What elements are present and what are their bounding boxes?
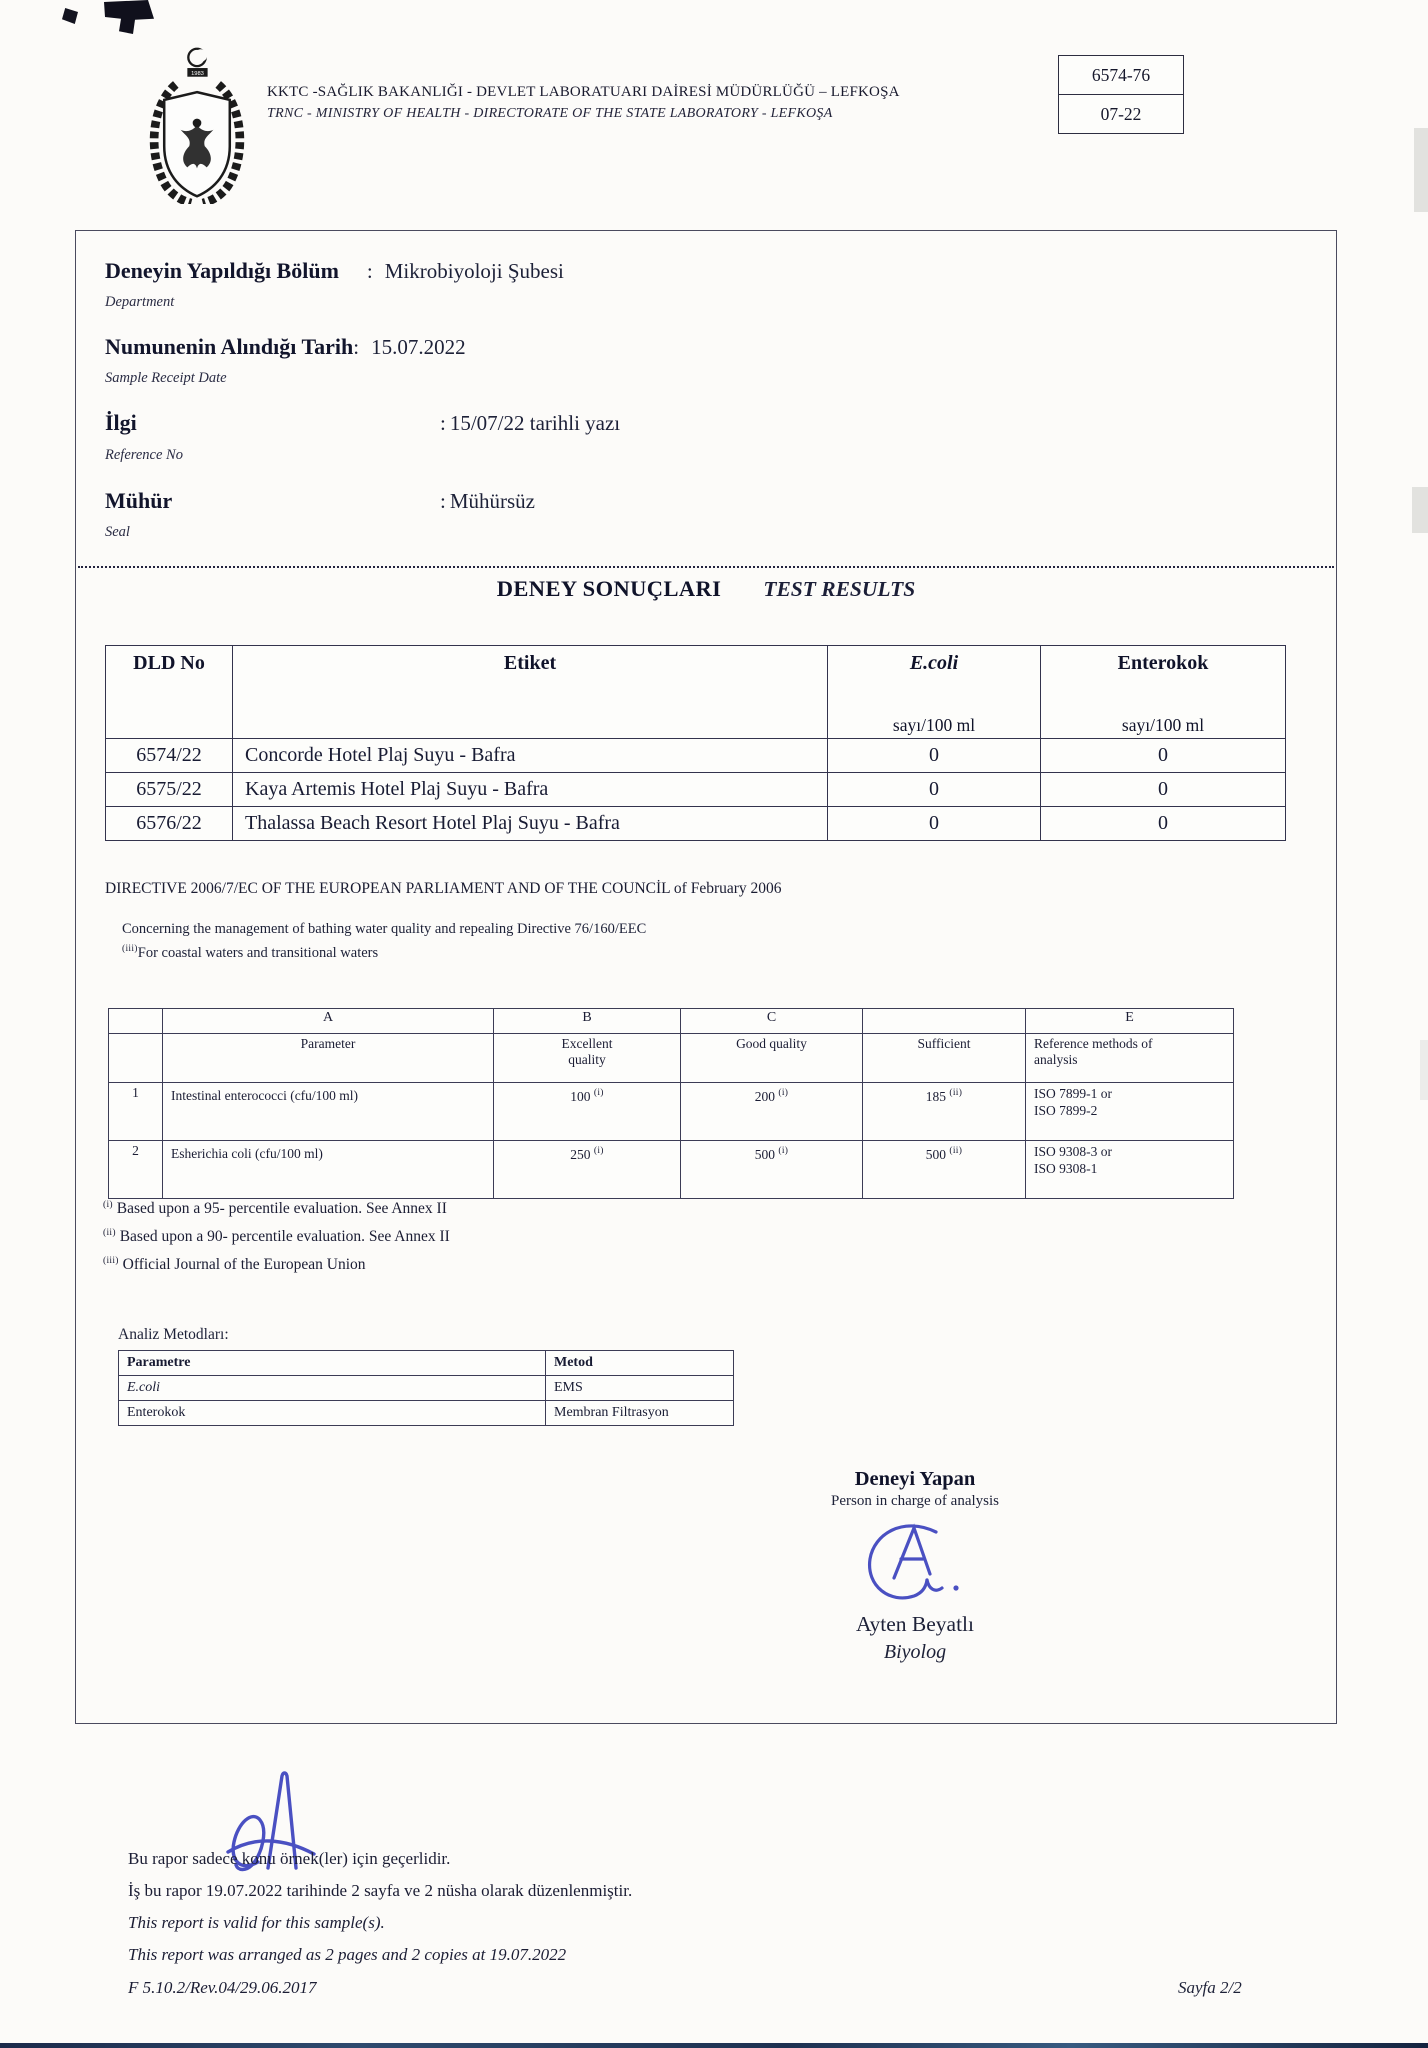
footer-line-issue-tr: İş bu rapor 19.07.2022 tarihinde 2 sayfa ve 2 nüsha olarak düzenlenmiştir. xyxy=(128,1881,633,1900)
scan-streak xyxy=(1414,128,1428,212)
field-label: Numunenin Alındığı Tarih xyxy=(105,334,354,359)
footnote-marker: (iii) xyxy=(122,944,138,954)
directive-line2: $^{(iii)}$For coastal waters and transitional waters xyxy=(122,944,379,961)
cell-good: 200 $^{(i)}$ xyxy=(681,1083,863,1141)
report-number: 6574-76 xyxy=(1091,65,1151,85)
cell-good: 500 $^{(i)}$ xyxy=(681,1141,863,1199)
field-value: Mühürsüz xyxy=(449,489,536,513)
cell-ecoli: 0 xyxy=(828,807,1041,841)
colon: : xyxy=(353,335,360,359)
cell-parametre: Enterokok xyxy=(119,1401,546,1426)
col-letter xyxy=(863,1009,1026,1034)
scan-edge-bar xyxy=(0,2043,1428,2048)
methods-row xyxy=(119,1401,734,1426)
field-value: 15/07/22 tarihli yazı xyxy=(449,411,621,435)
signature-block xyxy=(745,1468,1085,1664)
footnote: $^{(i)}$ Based upon a 95- percentile evaluation. See Annex II xyxy=(103,1200,447,1217)
cell-sufficient: 500 $^{(ii)}$ xyxy=(863,1141,1026,1199)
col-header-excellent: Excellent quality xyxy=(494,1034,681,1083)
col-header-metod: Metod xyxy=(546,1351,734,1376)
results-row xyxy=(106,773,1286,807)
footer-line-issue-en: This report was arranged as 2 pages and 2 copies at 19.07.2022 xyxy=(128,1945,567,1964)
cell-enterokok: 0 xyxy=(1041,773,1286,807)
methods-header-row xyxy=(119,1351,734,1376)
colon: : xyxy=(440,411,446,435)
col-header-sufficient: Sufficient xyxy=(863,1034,1026,1083)
ink-smudge-icon xyxy=(62,8,78,24)
cell-sufficient: 185 $^{(ii)}$ xyxy=(863,1083,1026,1141)
field-sublabel: Reference No xyxy=(105,447,183,463)
page-number: Sayfa 2/2 xyxy=(1178,1978,1242,1997)
cell-metod: Membran Filtrasyon xyxy=(546,1401,734,1426)
corner-cell xyxy=(109,1034,163,1083)
col-header-ecoli: E.coli sayı/100 ml xyxy=(828,646,1041,739)
field-seal xyxy=(105,488,536,514)
field-reference xyxy=(105,410,621,436)
cell-excellent: 250 $^{(i)}$ xyxy=(494,1141,681,1199)
field-label: Deneyin Yapıldığı Bölüm xyxy=(105,258,339,283)
field-value: 15.07.2022 xyxy=(371,335,466,359)
footnote: $^{(iii)}$ Official Journal of the European Union xyxy=(103,1256,366,1273)
cell-enterokok: 0 xyxy=(1041,739,1286,773)
cell-enterokok: 0 xyxy=(1041,807,1286,841)
trnc-coat-of-arms-icon xyxy=(138,42,256,204)
col-letter: B xyxy=(494,1009,681,1034)
field-sample-date xyxy=(105,334,466,360)
section-title xyxy=(75,576,1337,602)
colon: : xyxy=(366,259,373,283)
col-letter: E xyxy=(1026,1009,1234,1034)
letter-header-row xyxy=(109,1009,1234,1034)
cell-reference-methods: ISO 9308-3 or ISO 9308-1 xyxy=(1026,1141,1234,1199)
directive-line1: Concerning the management of bathing water quality and repealing Directive 76/160/EEC xyxy=(122,921,647,937)
cell-etiket: Concorde Hotel Plaj Suyu - Bafra xyxy=(233,739,828,773)
footer-line-validity-tr: Bu rapor sadece konu örnek(ler) için geçerlidir. xyxy=(128,1849,451,1868)
cell-metod: EMS xyxy=(546,1376,734,1401)
cell-ecoli: 0 xyxy=(828,739,1041,773)
report-period: 07-22 xyxy=(1059,94,1183,133)
section-title-turkish: DENEY SONUÇLARI xyxy=(496,576,722,601)
cell-ecoli: 0 xyxy=(828,773,1041,807)
footnote-marker: (iii) xyxy=(103,1256,119,1266)
emblem-year: 1983 xyxy=(191,70,204,77)
quality-row xyxy=(109,1141,1234,1199)
col-header-good: Good quality xyxy=(681,1034,863,1083)
results-table xyxy=(105,645,1286,841)
col-header-parametre: Parametre xyxy=(119,1351,546,1376)
col-header-etiket: Etiket xyxy=(233,646,828,739)
footnote-marker: (ii) xyxy=(103,1228,116,1238)
corner-cell xyxy=(109,1009,163,1034)
footnote-marker: (i) xyxy=(103,1200,113,1210)
quality-criteria-table xyxy=(108,1008,1234,1199)
field-sublabel: Sample Receipt Date xyxy=(105,370,227,386)
footer-line-validity-en: This report is valid for this sample(s). xyxy=(128,1913,385,1932)
cell-row-no: 2 xyxy=(109,1141,163,1199)
field-department xyxy=(105,258,564,284)
ink-smudge-icon xyxy=(104,0,154,34)
cell-row-no: 1 xyxy=(109,1083,163,1141)
colon: : xyxy=(440,489,446,513)
field-sublabel: Seal xyxy=(105,524,130,540)
cell-dld-no: 6574/22 xyxy=(106,739,233,773)
org-name-english: TRNC - MINISTRY OF HEALTH - DIRECTORATE OF THE STATE LABORATORY - LEFKOŞA xyxy=(267,106,833,121)
cell-parameter: Intestinal enterococci (cfu/100 ml) xyxy=(163,1083,494,1141)
methods-row xyxy=(119,1376,734,1401)
results-header-row xyxy=(106,646,1286,739)
cell-excellent: 100 $^{(i)}$ xyxy=(494,1083,681,1141)
results-row xyxy=(106,807,1286,841)
dotted-divider xyxy=(78,566,1334,568)
col-letter: A xyxy=(163,1009,494,1034)
cell-reference-methods: ISO 7899-1 or ISO 7899-2 xyxy=(1026,1083,1234,1141)
footer-form-code: F 5.10.2/Rev.04/29.06.2017 xyxy=(128,1978,317,1997)
content-frame xyxy=(75,230,1337,1724)
cell-dld-no: 6576/22 xyxy=(106,807,233,841)
col-header-parameter: Parameter xyxy=(163,1034,494,1083)
methods-table xyxy=(118,1350,734,1426)
directive-title: DIRECTIVE 2006/7/EC OF THE EUROPEAN PARLIAMENT AND OF THE COUNCİL of February 2006 xyxy=(105,880,782,897)
report-number-box xyxy=(1058,55,1184,134)
scan-streak xyxy=(1420,1040,1428,1100)
signature-subtitle: Person in charge of analysis xyxy=(830,1493,1000,1509)
cell-etiket: Thalassa Beach Resort Hotel Plaj Suyu - Bafra xyxy=(233,807,828,841)
signature-title: Deneyi Yapan xyxy=(854,1468,976,1490)
name-header-row xyxy=(109,1034,1234,1083)
cell-parametre: E.coli xyxy=(119,1376,546,1401)
col-header-enterokok: Enterokok sayı/100 ml xyxy=(1041,646,1286,739)
handwritten-signature-icon xyxy=(856,1514,974,1610)
section-title-english: TEST RESULTS xyxy=(763,577,916,601)
methods-title: Analiz Metodları: xyxy=(118,1326,229,1343)
footnote: $^{(ii)}$ Based upon a 90- percentile evaluation. See Annex II xyxy=(103,1228,450,1245)
org-name-turkish: KKTC -SAĞLIK BAKANLIĞI - DEVLET LABORATUARI DAİRESİ MÜDÜRLÜĞÜ – LEFKOŞA xyxy=(267,84,900,100)
results-row xyxy=(106,739,1286,773)
scan-streak xyxy=(1412,487,1428,533)
field-sublabel: Department xyxy=(105,294,175,310)
col-header-reference: Reference methods of analysis xyxy=(1026,1034,1234,1083)
signer-name: Ayten Beyatlı xyxy=(855,1612,975,1636)
cell-etiket: Kaya Artemis Hotel Plaj Suyu - Bafra xyxy=(233,773,828,807)
cell-parameter: Esherichia coli (cfu/100 ml) xyxy=(163,1141,494,1199)
field-value: Mikrobiyoloji Şubesi xyxy=(384,259,564,283)
org-header xyxy=(267,82,1067,124)
field-label: İlgi xyxy=(105,410,137,435)
field-label: Mühür xyxy=(105,488,173,513)
col-header-dld-no: DLD No xyxy=(106,646,233,739)
quality-row xyxy=(109,1083,1234,1141)
signer-role: Biyolog xyxy=(883,1641,947,1663)
col-letter: C xyxy=(681,1009,863,1034)
cell-dld-no: 6575/22 xyxy=(106,773,233,807)
